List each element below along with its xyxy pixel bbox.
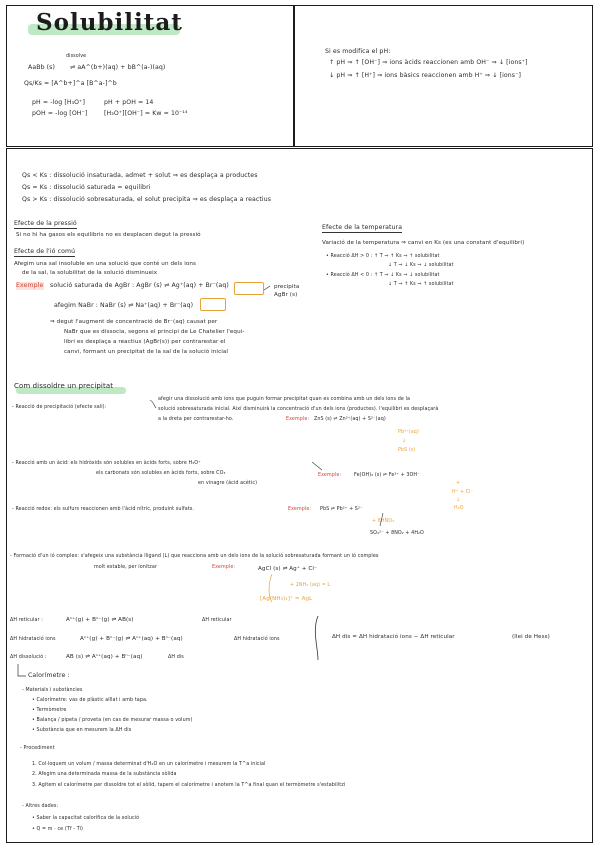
dissolve-label: dissolve	[66, 54, 87, 59]
note-line-2: NaBr que es dissocia, segons el principi de Le Chatelier l'equi-	[64, 329, 245, 335]
ph-increase: ↑ pH ⇒ ↑ [OH⁻] ⇒ ions àcids reaccionen amb OH⁻ ⇒ ↓ [ions⁺]	[329, 59, 528, 66]
condition-insaturada: Qs < Ks : dissolució insaturada, admet + solut ⇒ es desplaça a productes	[22, 172, 258, 179]
dissolution-term: ΔH dis	[168, 655, 184, 660]
ph-definition: pH = -log [H₃O⁺]	[32, 99, 86, 106]
exothermic-2: ↓ T ⇒ ↑ Ks ⇒ ↑ solubilitat	[388, 282, 454, 287]
dissolve-heading: Com dissoldre un precipitat	[14, 382, 114, 390]
hydration-term: ΔH hidratació ions	[234, 637, 280, 642]
material-item: • Calorímetre: vas de plàstic aïllat i amb tapa.	[32, 698, 148, 703]
calorimeter-heading: Calorímetre :	[28, 672, 70, 679]
endothermic-2: ↓ T ⇒ ↓ Ks ⇒ ↓ solubilitat	[388, 263, 454, 268]
lattice-term: ΔH reticular	[202, 618, 232, 623]
other-data-heading: - Altres dades:	[22, 804, 59, 809]
complex-label: - Formació d'un ió complex: s'afegeix una substància lligand (L) que reacciona amb un dels ions de la solució sobresaturada formant un ió complex	[10, 554, 379, 559]
dissolution-label: ΔH dissolució :	[10, 655, 47, 660]
precipitation-example-label: Exemple:	[286, 417, 310, 422]
condition-saturada: Qs = Ks : dissolució saturada = equilibri	[22, 184, 151, 191]
precipitate-note: precipita AgBr (s)	[274, 284, 300, 298]
note-line-4: canvi, formant un precipitat de la sal de la solució inicial	[64, 349, 229, 355]
acid-arrow: ↓	[456, 498, 461, 503]
pressure-text: Si no hi ha gasos els equilibris no es desplacen degut la pressió	[16, 232, 201, 238]
procedure-step: 1. Col·loquem un volum / massa determinat d'H₂O en un calorímetre i mesurem la T^a inicial	[32, 762, 266, 767]
note-line-3: libri es desplaça a reactius (AgBr(s)) per contrarestar el	[64, 339, 226, 345]
precipitation-text-2: solució sobresaturada inicial. Així disminuirà la concentració d'un dels ions (productes). l'equilibri es desplaçarà	[158, 407, 439, 412]
procedure-heading: - Procediment	[20, 746, 55, 751]
hess-note: (llei de Hess)	[512, 634, 550, 640]
acid-reaction-text-3: en vinagre (àcid acètic)	[198, 481, 258, 486]
acid-hcl: H⁺ + Cl⁻	[452, 490, 474, 495]
page-title: Solubilitat	[36, 9, 183, 36]
pressure-heading: Efecte de la pressió	[14, 220, 77, 227]
endothermic-1: • Reacció ΔH > 0 : ↑ T ⇒ ↑ Ks ⇒ ↑ solubilitat	[326, 254, 440, 259]
ph-sum: pH + pOH = 14	[104, 99, 154, 106]
redox-nitric: + 8HNO₃	[372, 519, 395, 524]
lattice-equation: Aⁿ⁺(g) + Bⁿ⁻(g) ⇌ AB(s)	[66, 617, 134, 623]
lead-ion: Pb²⁺(aq)	[398, 430, 419, 435]
redox-result: SO₄²⁻ + 8NO₂ + 4H₂O	[370, 531, 424, 536]
temperature-heading: Efecte de la temperatura	[322, 224, 403, 231]
precipitation-text-1: afegir una dissolució amb ions que puguin formar precipitat quan es combina amb un dels ions de la	[158, 397, 411, 402]
precipitation-example: ZnS (s) ⇌ Zn²⁺(aq) + S²⁻(aq)	[314, 417, 386, 422]
lattice-label: ΔH reticular :	[10, 618, 43, 623]
complex-ligand: + 2NH₃ (aq) = L	[290, 583, 331, 588]
hydration-equation: Aⁿ⁺(g) + Bⁿ⁻(g) ⇌ Aⁿ⁺(aq) + Bⁿ⁻(aq)	[80, 636, 183, 642]
complex-ion: [Ag(NH₃)₂]⁺ = AgL	[260, 596, 313, 602]
complex-example: AgCl (s) ⇌ Ag⁺ + Cl⁻	[258, 566, 318, 572]
redox-example: PbS ⇌ Pb²⁺ + S²⁻	[320, 507, 363, 512]
materials-heading: - Materials i substàncies	[22, 688, 83, 693]
redox-example-label: Exemple:	[288, 507, 312, 512]
equation-left: AaBb (s)	[28, 64, 56, 71]
material-item: • Substància que en mesurem la ΔH dis	[32, 728, 132, 733]
ph-decrease: ↓ pH ⇒ ↑ [H⁺] ⇒ ions bàsics reaccionen amb H⁺ ⇒ ↓ [ions⁻]	[329, 72, 522, 79]
temperature-text: Variació de la temperatura ⇒ canvi en Ks (es una constant d'equilibri)	[322, 240, 525, 246]
example-label: Exemple	[16, 282, 44, 289]
lead-sulfide: PbS (s)	[398, 448, 416, 453]
note-line-1: ⇒ degut l'augment de concentració de Br⁻(aq) causat per	[50, 319, 218, 325]
qs-expression: Qs/Ks = [A^b+]^a [B^a-]^b	[24, 80, 117, 87]
precipitation-text-3: a la dreta per contrarestar-ho.	[158, 417, 234, 422]
redox-label: - Reacció redox: els sulfurs reaccionen amb l'àcid nítric, produint sulfats.	[12, 507, 194, 512]
complex-example-label: Exemple:	[212, 565, 236, 570]
common-ion-text-2: de la sal, la solubilitat de la solució disminueix	[22, 270, 158, 276]
example-agbr: solució saturada de AgBr : AgBr (s) ⇌ Ag⁺(aq) + Br⁻(aq)	[50, 282, 229, 289]
common-ion-text-1: Afegim una sal insoluble en una solució que conté un dels ions	[14, 261, 197, 267]
acid-plus: +	[456, 481, 461, 486]
other-data-item: • Saber la capacitat calorífica de la solució	[32, 816, 140, 821]
material-item: • Balança / pipeta / proveta (en cas de mesurar massa o volum)	[32, 718, 193, 723]
hydration-label: ΔH hidratació ions	[10, 637, 56, 642]
procedure-step: 2. Afegim una determinada massa de la substància sòlida	[32, 772, 177, 777]
acid-reaction-text-2: els carbonats són solubles en àcids forts, sobre CO₃	[96, 471, 226, 476]
ph-modify-title: Si es modifica el pH:	[325, 48, 391, 55]
procedure-step: 3. Agitem el calorímetre per dissoldre tot el sòlid, tapem el calorímetre i anotem la T^a final quan el termòmetre s'estabilitzi	[32, 783, 346, 788]
acid-example-label: Exemple:	[318, 473, 342, 478]
complex-text-2: molt estable, per ionitzar	[94, 565, 158, 570]
dissolution-equation: AB (s) ⇌ Aⁿ⁺(aq) + Bⁿ⁻(aq)	[66, 654, 143, 660]
condition-sobresaturada: Qs > Ks : dissolució sobresaturada, el solut precipita ⇒ es desplaça a reactius	[22, 196, 272, 203]
acid-water: H₂O	[454, 506, 464, 511]
other-data-item: • Q = m · ce (Tf - Ti)	[32, 827, 84, 832]
common-ion-heading: Efecte de l'ió comú	[14, 248, 76, 255]
exothermic-1: • Reacció ΔH < 0 : ↑ T ⇒ ↓ Ks ⇒ ↓ solubilitat	[326, 273, 440, 278]
material-item: • Termòmetre	[32, 708, 67, 713]
lead-arrow: ↓	[402, 439, 407, 444]
precipitation-label: - Reacció de precipitació (efecte salí):	[12, 405, 107, 410]
hess-law: ΔH dis = ΔH hidratació ions − ΔH reticular	[332, 634, 455, 640]
acid-reaction-label: - Reacció amb un àcid: els hidròxids són solubles en àcids forts, sobre H₃O⁺	[12, 461, 201, 466]
equation-right: ⇌ aA^(b+)(aq) + bB^(a-)(aq)	[70, 64, 166, 71]
poh-definition: pOH = -log [OH⁻]	[32, 110, 88, 117]
kw-expression: [H₃O⁺][OH⁻] = Kw = 10⁻¹⁴	[104, 110, 188, 117]
example-nabr: afegim NaBr : NaBr (s) ⇌ Na⁺(aq) + Br⁻(aq)	[54, 302, 194, 309]
acid-example: Fe(OH)₃ (s) ⇌ Fe³⁺ + 3OH⁻	[354, 473, 420, 478]
